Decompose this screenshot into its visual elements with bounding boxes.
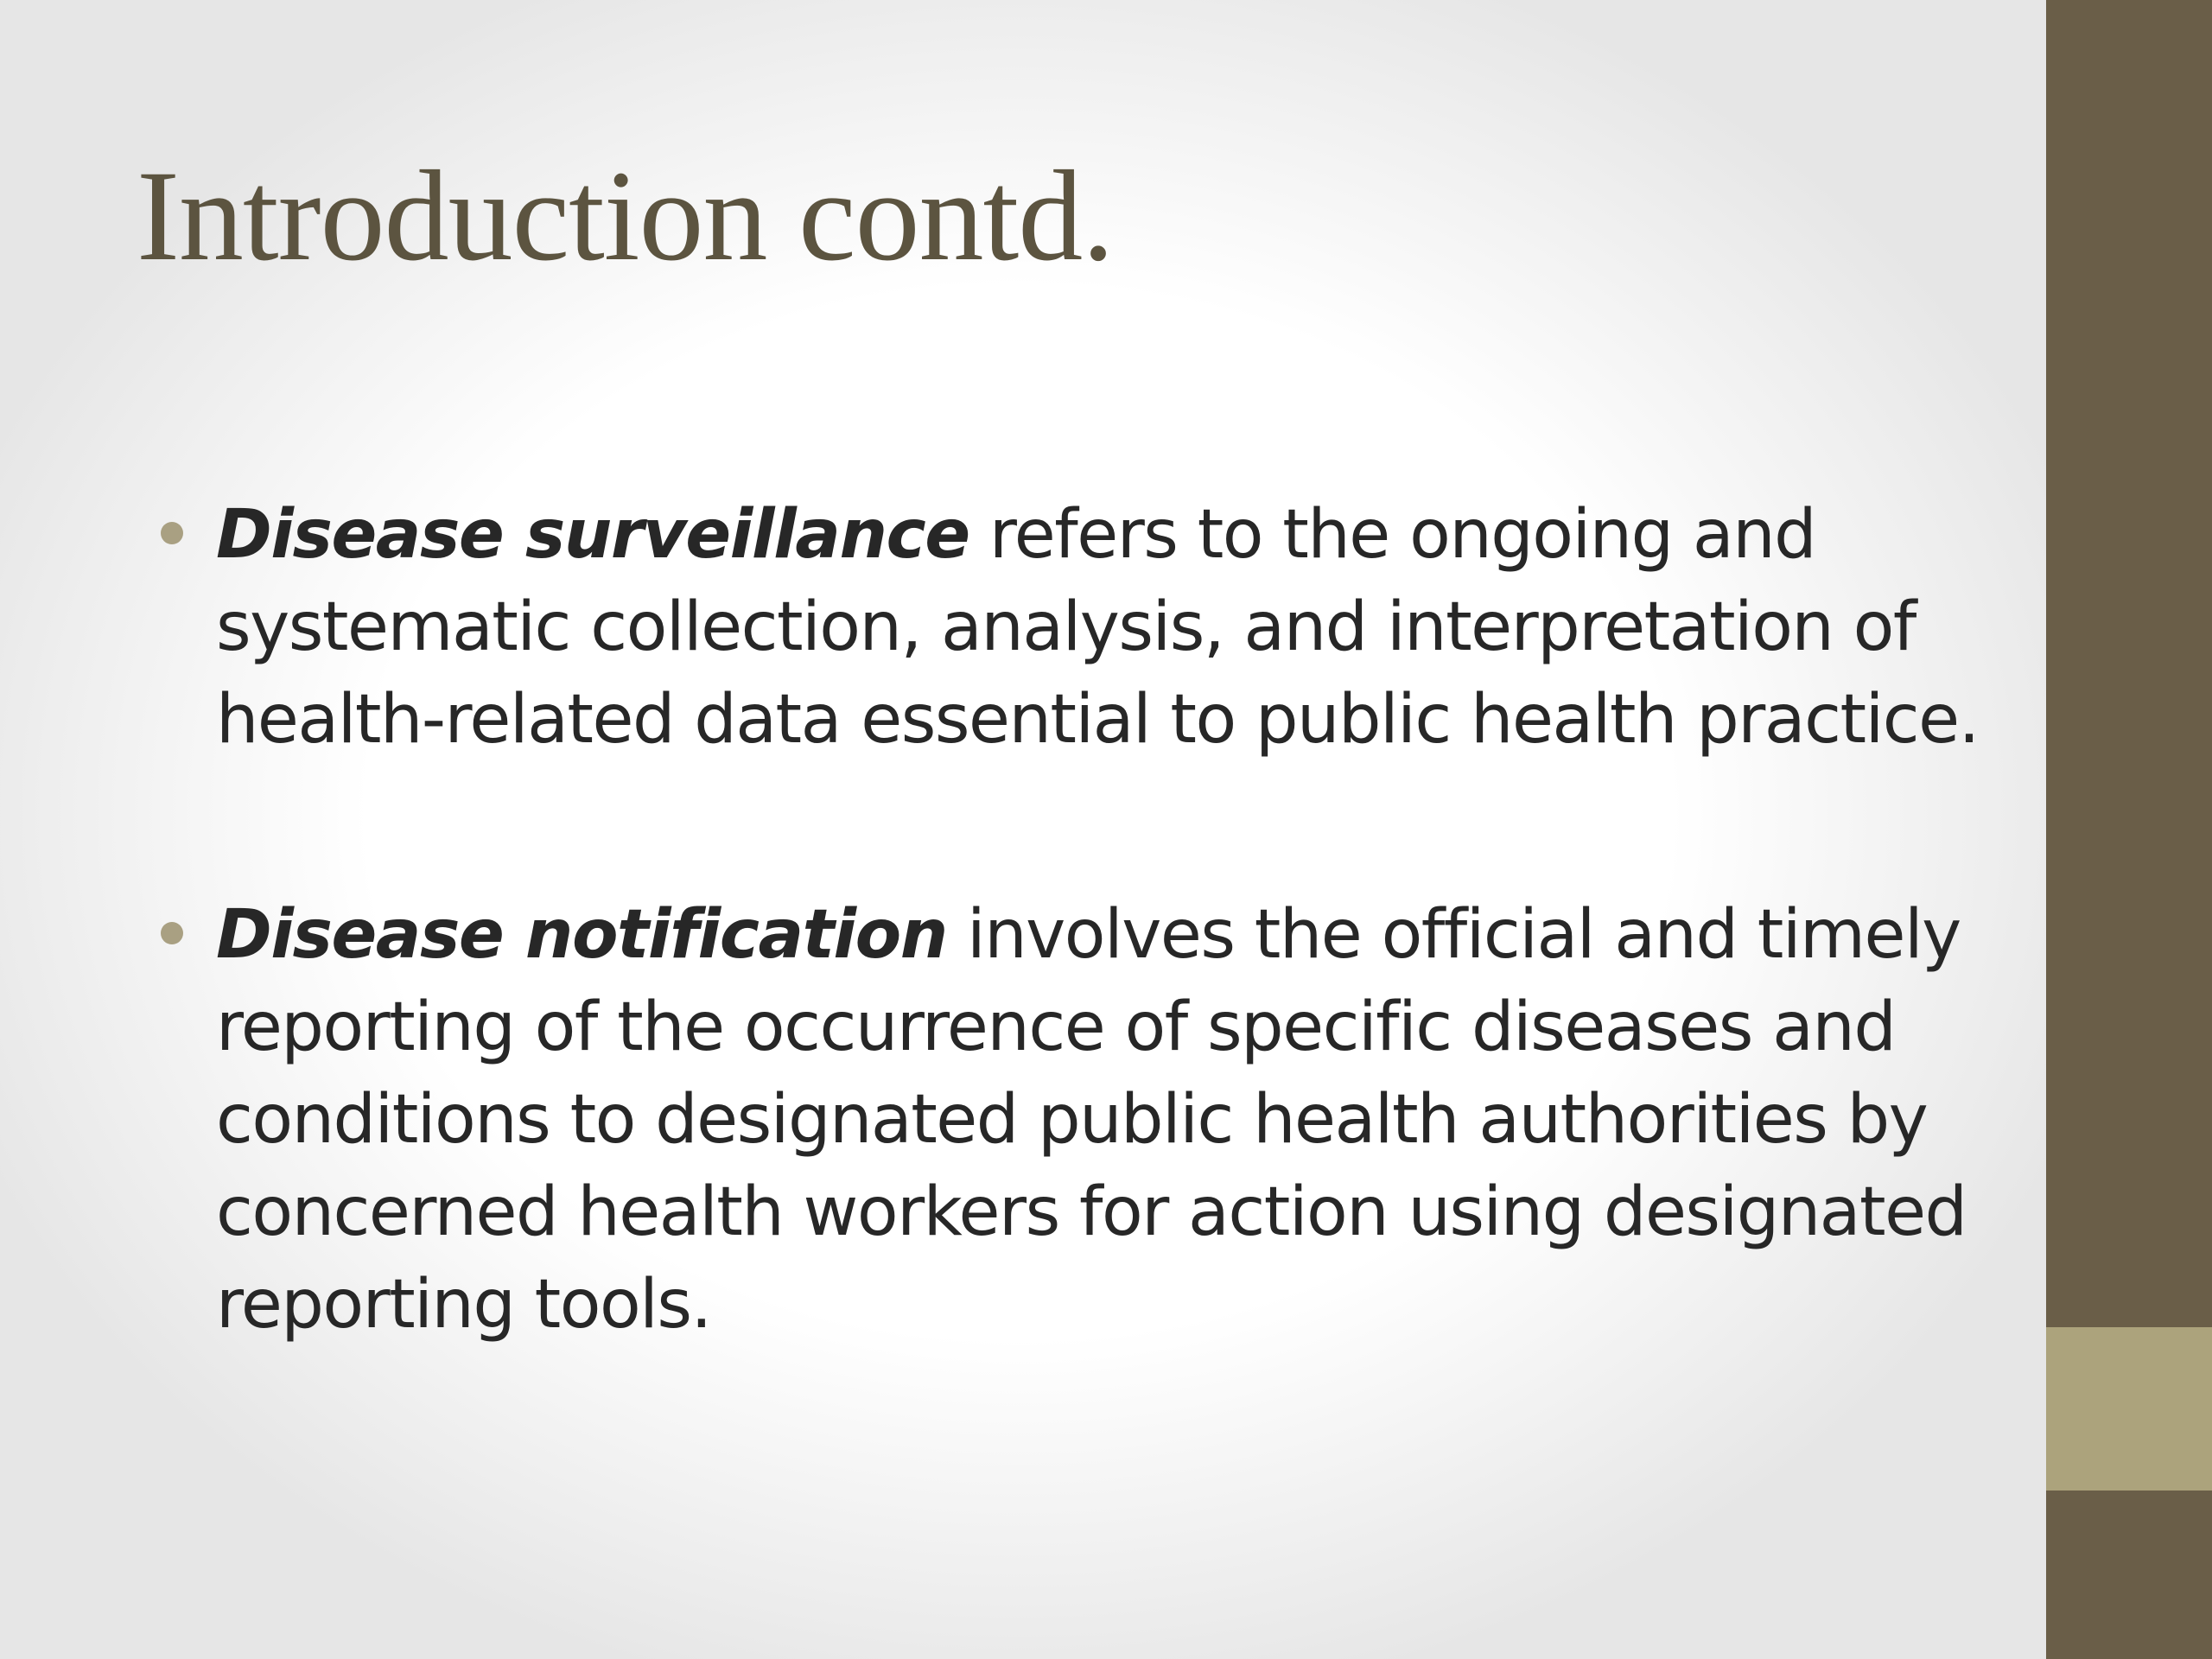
bullet-list bbox=[157, 489, 2006, 1351]
bullet-text: involves the official and timely reporting of the occurrence of specific diseases and conditions to designated public health authorities by concerned health workers for action using designated reporting tools. bbox=[216, 896, 1967, 1344]
slide-title: Introduction contd. bbox=[137, 144, 1114, 288]
bullet-item-disease-surveillance bbox=[157, 489, 2006, 766]
bullet-term: Disease notification bbox=[216, 896, 947, 974]
decorative-sidebar-accent bbox=[2046, 1327, 2212, 1491]
bullet-item-disease-notification bbox=[157, 889, 2006, 1351]
bullet-dot-icon bbox=[161, 522, 183, 544]
bullet-dot-icon bbox=[161, 922, 183, 944]
bullet-term: Disease surveillance bbox=[216, 496, 969, 574]
bullet-text: refers to the ongoing and systematic collection, analysis, and interpretation of health-related data essential to public health practice. bbox=[216, 496, 1979, 759]
